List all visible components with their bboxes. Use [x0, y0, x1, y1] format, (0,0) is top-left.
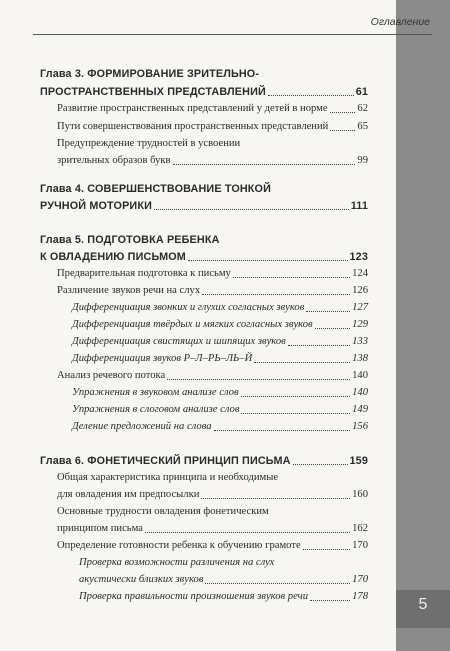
dot-leader	[330, 130, 355, 131]
toc-chapter-5[interactable]	[40, 251, 368, 263]
toc-entry-label: Различение звуков речи на слух	[57, 285, 201, 296]
toc-entry-label: Глава 3. ФОРМИРОВАНИЕ ЗРИТЕЛЬНО-	[40, 68, 260, 80]
toc-subentry[interactable]	[72, 302, 368, 314]
toc-page-number: 62	[357, 103, 368, 114]
toc-page-number: 133	[352, 336, 368, 347]
toc-entry-label: для овладения им предпосылки	[57, 489, 200, 500]
toc-chapter-4-line1	[40, 183, 368, 195]
toc-subentry[interactable]	[72, 387, 368, 399]
toc-subentry[interactable]	[79, 591, 368, 603]
dot-leader	[202, 294, 350, 295]
toc-page-number: 123	[349, 251, 368, 263]
toc-subentry[interactable]	[72, 336, 368, 348]
toc-chapter-6[interactable]	[40, 455, 368, 467]
toc-entry-label: принципом письма	[57, 523, 143, 534]
toc-entry-line1	[57, 506, 368, 518]
toc-entry-label: К ОВЛАДЕНИЮ ПИСЬМОМ	[40, 251, 186, 263]
dot-leader	[145, 532, 350, 533]
toc-page-number: 129	[352, 319, 368, 330]
toc-entry-label: Упражнения в звуковом анализе слов	[72, 387, 239, 398]
dot-leader	[310, 600, 350, 601]
toc-entry-label: акустически близких звуков	[79, 574, 204, 585]
toc-entry[interactable]	[57, 121, 368, 133]
dot-leader	[268, 95, 354, 96]
toc-page-number: 65	[357, 121, 368, 132]
toc-subentry[interactable]	[72, 404, 368, 416]
toc-entry[interactable]	[57, 285, 368, 297]
toc-entry-label: РУЧНОЙ МОТОРИКИ	[40, 200, 152, 212]
toc-page-number: 159	[349, 455, 368, 467]
toc-subentry[interactable]	[79, 574, 368, 586]
toc-entry-label: Предварительная подготовка к письму	[57, 268, 231, 279]
toc-entry-label: Упражнения в слоговом анализе слов	[72, 404, 240, 415]
toc-entry-label: Дифференциация звонких и глухих согласных звуков	[72, 302, 305, 313]
toc-entry-label: зрительных образов букв	[57, 155, 171, 166]
toc-entry-label: ПРОСТРАНСТВЕННЫХ ПРЕДСТАВЛЕНИЙ	[40, 86, 266, 98]
toc-entry-line1	[57, 472, 368, 484]
toc-subentry[interactable]	[72, 421, 368, 433]
dot-leader	[233, 277, 350, 278]
toc-page-number: 126	[352, 285, 368, 296]
toc-entry-label: Деление предложений на слова	[72, 421, 212, 432]
toc-subentry[interactable]	[72, 353, 368, 365]
toc-entry-label: Предупреждение трудностей в усвоении	[57, 138, 241, 149]
dot-leader	[167, 379, 350, 380]
toc-chapter-3-line1	[40, 68, 368, 80]
toc-page-number: 170	[352, 574, 368, 585]
toc-entry-label: Основные трудности овладения фонетическим	[57, 506, 269, 517]
toc-page-number: 124	[352, 268, 368, 279]
toc-entry-label: Дифференциация твёрдых и мягких согласных звуков	[72, 319, 313, 330]
dot-leader	[201, 498, 350, 499]
toc-entry[interactable]	[57, 268, 368, 280]
dot-leader	[288, 345, 350, 346]
toc-entry[interactable]	[57, 540, 368, 552]
toc-entry-label: Анализ речевого потока	[57, 370, 166, 381]
toc-page-number: 162	[352, 523, 368, 534]
toc-entry-label: Общая характеристика принципа и необходимые	[57, 472, 279, 483]
dot-leader	[241, 413, 350, 414]
dot-leader	[293, 464, 348, 465]
toc-subentry-line1	[79, 557, 368, 569]
toc-entry-line1	[57, 138, 368, 150]
toc-entry-label: Дифференциация свистящих и шипящих звуков	[72, 336, 286, 347]
dot-leader	[214, 430, 351, 431]
toc-entry-label: Дифференциация звуков Р–Л–РЬ–ЛЬ–Й	[72, 353, 253, 364]
toc-page-number: 160	[352, 489, 368, 500]
toc-page-number: 170	[352, 540, 368, 551]
toc-entry-label: Глава 5. ПОДГОТОВКА РЕБЕНКА	[40, 234, 220, 246]
toc-entry-label: Проверка правильности произношения звуков речи	[79, 591, 308, 602]
toc-entry[interactable]	[57, 489, 368, 501]
toc-page-number: 61	[355, 86, 368, 98]
toc-chapter-4[interactable]	[40, 200, 368, 212]
toc-subentry[interactable]	[72, 319, 368, 331]
toc-entry[interactable]	[57, 155, 368, 167]
dot-leader	[241, 396, 351, 397]
toc-page-number: 140	[352, 370, 368, 381]
toc-entry[interactable]	[57, 370, 368, 382]
toc-page-number: 111	[350, 200, 368, 212]
toc-chapter-3[interactable]	[40, 86, 368, 98]
toc-entry-label: Развитие пространственных представлений у детей в норме	[57, 103, 328, 114]
toc-page-number: 127	[352, 302, 368, 313]
dot-leader	[315, 328, 351, 329]
dot-leader	[173, 164, 356, 165]
dot-leader	[205, 583, 350, 584]
dot-leader	[303, 549, 350, 550]
toc-entry-label: Глава 6. ФОНЕТИЧЕСКИЙ ПРИНЦИП ПИСЬМА	[40, 455, 291, 467]
toc-entry-label: Проверка возможности различения на слух	[79, 557, 275, 568]
page-edge-strip	[396, 0, 450, 651]
toc-entry-label: Глава 4. СОВЕРШЕНСТВОВАНИЕ ТОНКОЙ	[40, 183, 272, 195]
dot-leader	[306, 311, 350, 312]
toc-entry-label: Определение готовности ребенка к обучению грамоте	[57, 540, 301, 551]
toc-page-number: 178	[352, 591, 368, 602]
toc-page-number: 140	[352, 387, 368, 398]
toc-page-number: 149	[352, 404, 368, 415]
page-number: 5	[418, 596, 428, 613]
toc-page-number: 99	[357, 155, 368, 166]
dot-leader	[154, 209, 349, 210]
toc-entry[interactable]	[57, 523, 368, 535]
toc-page-number: 156	[352, 421, 368, 432]
toc-entry[interactable]	[57, 103, 368, 115]
toc-chapter-5-line1	[40, 234, 368, 246]
toc-page-number: 138	[352, 353, 368, 364]
dot-leader	[330, 112, 356, 113]
toc-entry-label: Пути совершенствования пространственных представлений	[57, 121, 329, 132]
running-header: Оглавление	[370, 16, 430, 28]
dot-leader	[188, 260, 348, 261]
dot-leader	[254, 362, 350, 363]
